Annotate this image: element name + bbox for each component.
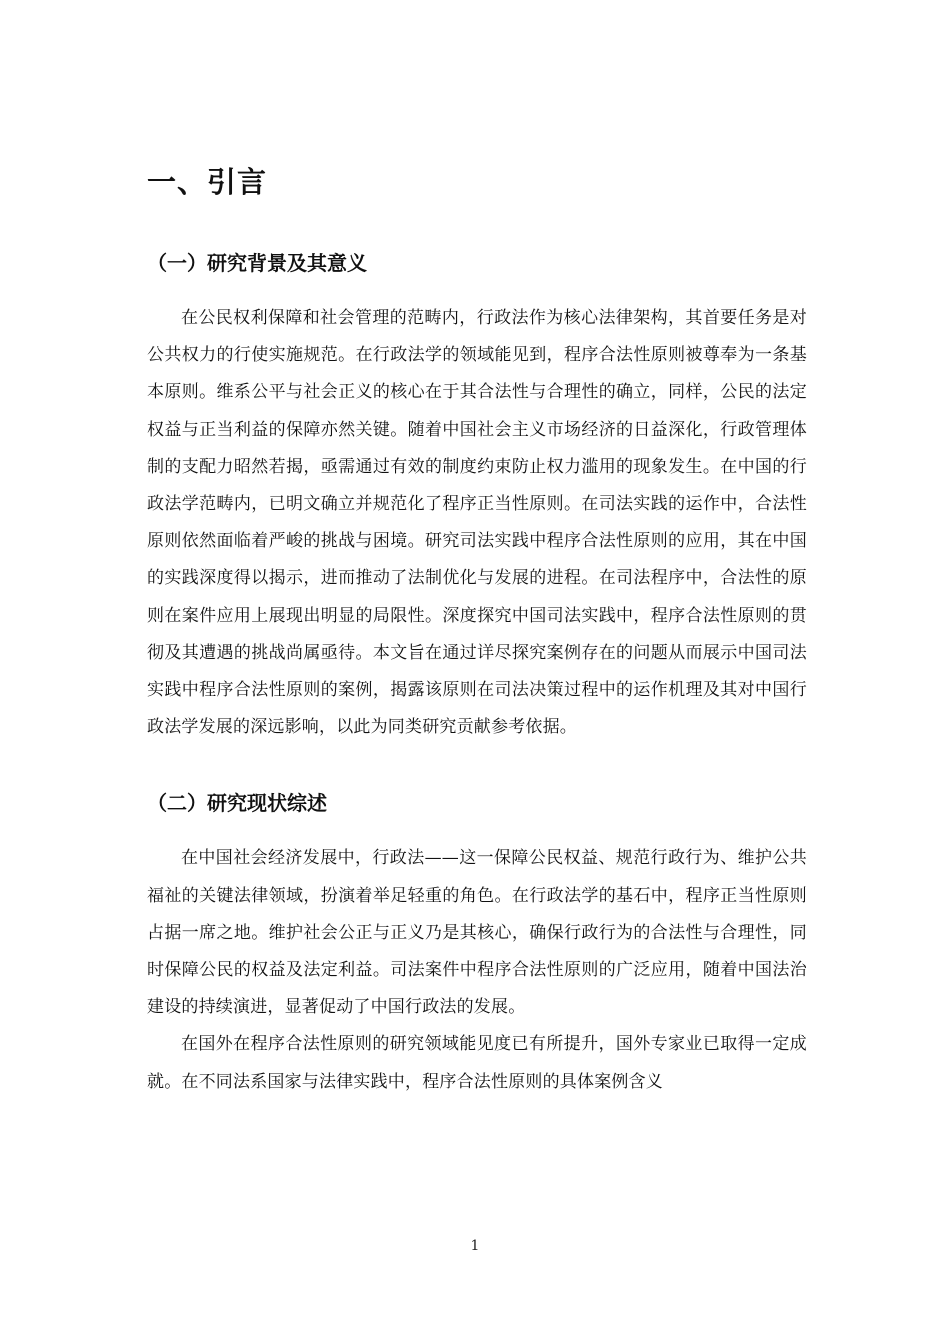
paragraph-review-1: 在中国社会经济发展中，行政法——这一保障公民权益、规范行政行为、维护公共福祉的关键法律领域，扮演着举足轻重的角色。在行政法学的基石中，程序正当性原则占据一席之地。维护社会公正与正义乃是其核心，确保行政行为的合法性与合理性，同时保障公民的权益及法定利益。司法案件中程序合法性原则的广泛应用，随着中国法治建设的持续演进，显著促动了中国行政法的发展。 (147, 848, 807, 1018)
section-title-literature-review: （二）研究现状综述 (147, 791, 327, 816)
section-title-background: （一）研究背景及其意义 (147, 251, 367, 275)
chapter-heading: 一、引言 (147, 165, 268, 199)
page-content (147, 150, 807, 1101)
page-number: 1 (470, 1238, 480, 1254)
paragraph-background: 在公民权利保障和社会管理的范畴内，行政法作为核心法律架构，其首要任务是对公共权力的行使实施规范。在行政法学的领域能见到，程序合法性原则被尊奉为一条基本原则。维系公平与社会正义的核心在于其合法性与合理性的确立，同样，公民的法定权益与正当利益的保障亦然关键。随着中国社会主义市场经济的日益深化，行政管理体制的支配力昭然若揭，亟需通过有效的制度约束防止权力滥用的现象发生。在中国的行政法学范畴内，已明文确立并规范化了程序正当性原则。在司法实践的运作中，合法性原则依然面临着严峻的挑战与困境。研究司法实践中程序合法性原则的应用，其在中国的实践深度得以揭示，进而推动了法制优化与发展的进程。在司法程序中，合法性的原则在案件应用上展现出明显的局限性。深度探究中国司法实践中，程序合法性原则的贯彻及其遭遇的挑战尚属亟待。本文旨在通过详尽探究案例存在的问题从而展示中国司法实践中程序合法性原则的案例，揭露该原则在司法决策过程中的运作机理及其对中国行政法学发展的深远影响，以此为同类研究贡献参考依据。 (147, 308, 807, 738)
paragraph-review-2: 在国外在程序合法性原则的研究领域能见度已有所提升，国外专家业已取得一定成就。在不同法系国家与法律实践中，程序合法性原则的具体案例含义 (147, 1034, 807, 1092)
